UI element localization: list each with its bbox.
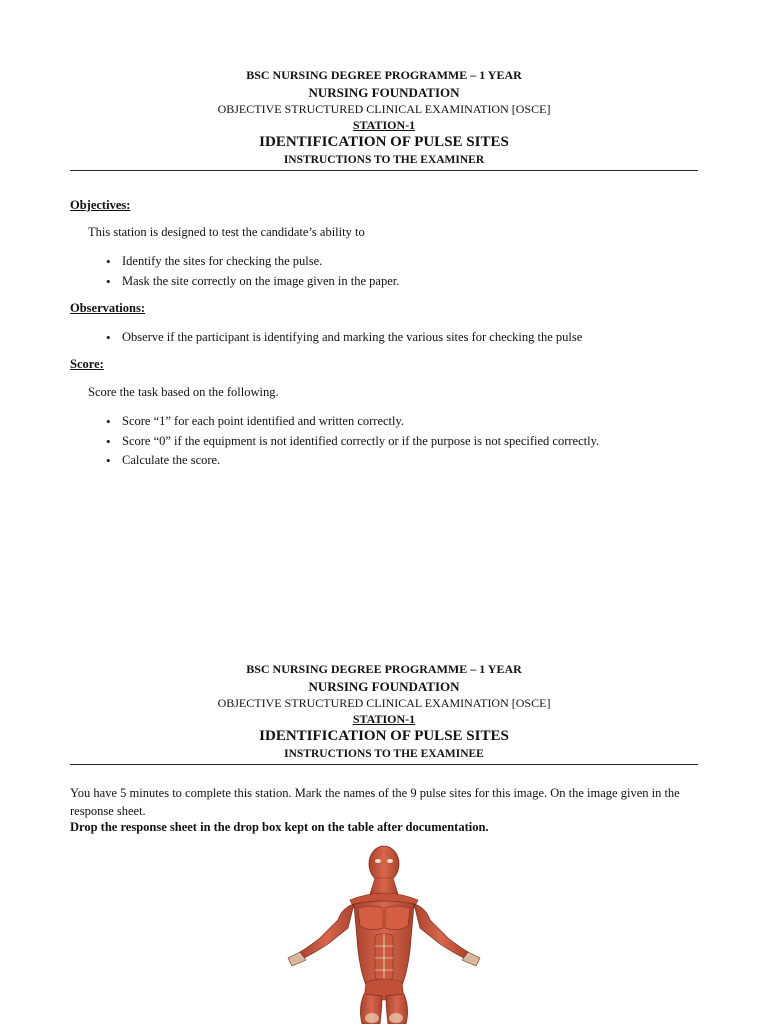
exam-title: OBJECTIVE STRUCTURED CLINICAL EXAMINATION [OSCE] bbox=[217, 102, 551, 116]
instructions-heading: INSTRUCTIONS TO THE EXAMINEE bbox=[284, 748, 484, 760]
instructions-heading: INSTRUCTIONS TO THE EXAMINER bbox=[283, 154, 485, 166]
objectives-heading: Objectives: bbox=[70, 198, 131, 212]
station-label: STATION-1 bbox=[352, 712, 416, 726]
station-label: STATION-1 bbox=[352, 118, 416, 132]
divider-line bbox=[70, 764, 698, 765]
examinee-instructions: You have 5 minutes to complete this station. Mark the names of the 9 pulse sites for this image. On the image given in the response sheet. bbox=[70, 786, 680, 818]
list-item: • Calculate the score. bbox=[106, 451, 599, 471]
list-item: • Mask the site correctly on the image given in the paper. bbox=[106, 272, 399, 292]
section-title: IDENTIFICATION OF PULSE SITES bbox=[259, 134, 509, 150]
list-item: • Score “1” for each point identified and written correctly. bbox=[106, 412, 599, 432]
section-title: IDENTIFICATION OF PULSE SITES bbox=[259, 728, 509, 744]
objectives-list bbox=[106, 252, 399, 291]
muscle-anatomy-figure bbox=[280, 842, 490, 1024]
programme-title: BSC NURSING DEGREE PROGRAMME – 1 YEAR bbox=[246, 662, 522, 676]
exam-title: OBJECTIVE STRUCTURED CLINICAL EXAMINATION [OSCE] bbox=[217, 696, 551, 710]
divider-line bbox=[70, 170, 698, 171]
drop-box-instruction: Drop the response sheet in the drop box kept on the table after documentation. bbox=[70, 820, 489, 834]
score-heading: Score: bbox=[70, 357, 104, 371]
score-list bbox=[106, 412, 599, 471]
subject-title: NURSING FOUNDATION bbox=[308, 85, 460, 100]
subject-title: NURSING FOUNDATION bbox=[308, 679, 460, 694]
list-item: • Observe if the participant is identifying and marking the various sites for checking the pulse bbox=[106, 328, 582, 348]
programme-title: BSC NURSING DEGREE PROGRAMME – 1 YEAR bbox=[246, 68, 522, 82]
list-item: • Score “0” if the equipment is not identified correctly or if the purpose is not specified correctly. bbox=[106, 432, 599, 452]
objectives-intro: This station is designed to test the candidate’s ability to bbox=[88, 225, 365, 239]
score-intro: Score the task based on the following. bbox=[88, 385, 279, 399]
observations-heading: Observations: bbox=[70, 301, 145, 315]
observations-list bbox=[106, 328, 582, 348]
list-item: • Identify the sites for checking the pulse. bbox=[106, 252, 399, 272]
